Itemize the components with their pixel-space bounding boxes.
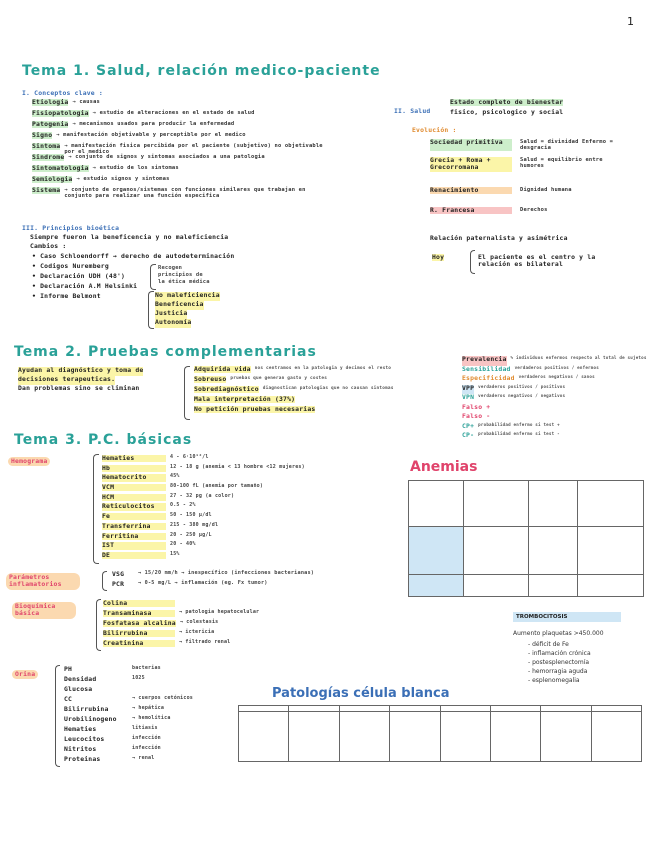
concepto-row [32, 121, 363, 132]
bioquimica-row-value: → ictericia [179, 629, 215, 635]
concepto-row-value: → mecanismos usados para producir la enfermedad [72, 121, 235, 127]
tema2-tests [194, 366, 394, 416]
hemograma-row-term: Hematies [102, 455, 166, 462]
concepto-row-term: Signo [32, 131, 53, 139]
tema2-test-row [194, 406, 394, 416]
orina-row-value: → cuerpos cetónicos [132, 695, 193, 701]
patologias-table [238, 705, 642, 762]
concepto-row-term: Sindrome [32, 153, 65, 161]
orina-label: Orina [12, 670, 38, 679]
patologias-title: Patologías célula blanca [272, 686, 450, 701]
tema2-stat-row [462, 432, 647, 442]
concepto-row-term: Etiologia [32, 98, 69, 106]
bioquimica-row-term: Fosfatasa alcalina [103, 619, 176, 627]
bioquimica-row-term: Transaminasa [103, 610, 175, 617]
hemograma-row-value: 45% [170, 473, 180, 480]
evolucion-def: Salud = equilibrio entre humores [520, 157, 603, 170]
hemograma-row-term: Hematocrito [102, 474, 166, 481]
trombocitosis-item: - déficit de Fe [528, 641, 569, 648]
evolucion-def: Dignidad humana [520, 187, 572, 193]
inflamatorio-row-term: PCR [112, 580, 125, 588]
orina-row-value: infección [132, 735, 161, 741]
hoy-brace [470, 250, 475, 274]
orina-row-value: 1025 [132, 675, 145, 681]
principios-heading: III. Principios bioética [22, 224, 120, 232]
hemograma-row-term: Transferrina [102, 523, 166, 530]
concepto-row-value: → causas [72, 99, 101, 105]
bioquimica-row-value: → patologia hepatocelular [179, 609, 260, 615]
tema2-intro-line: Dan problemas sino se climinan [18, 384, 140, 392]
tema2-test-row-value: pruebas que generan gasto y costes [230, 376, 328, 381]
hoy-label: Hoy [432, 253, 445, 261]
concepto-row [32, 176, 363, 187]
concepto-row-term: Sintoma [32, 142, 61, 150]
tema2-stat-term: CP- [462, 431, 475, 439]
orina-row-term: Proteinas [64, 755, 101, 763]
bioquimica-row-term: Bilirrubina [103, 630, 175, 637]
recogen-text [158, 265, 210, 286]
tema2-stat-def: verdaderos negativos / sanos [518, 374, 595, 379]
tema2-title: Tema 2. Pruebas complementarias [14, 344, 317, 360]
orina-row-term: Urobilinogeno [64, 715, 117, 723]
tema2-intro-line: decisiones terapeuticas. [18, 375, 116, 383]
orina-row-term: Densidad [64, 675, 97, 683]
conceptos-list [32, 99, 363, 198]
concepto-row [32, 132, 363, 143]
evolucion-def: Derechos [520, 207, 548, 213]
principio-item: • Declaración UDH (48') [32, 272, 126, 280]
conceptos-heading: I. Conceptos clave : [22, 89, 103, 97]
concepto-row-value: → estudio de los sintomas [92, 165, 179, 171]
recogen-line: Recogen [158, 265, 183, 271]
inflamatorio-row-term: VSG [112, 570, 125, 578]
trombocitosis-list [528, 641, 591, 686]
orina-row-value: → hepática [132, 705, 165, 711]
hemograma-row-value: 215 - 380 mg/dl [170, 521, 219, 528]
principio-item: • Declaración A.M Helsinki [32, 282, 138, 290]
hemograma-brace [93, 454, 99, 564]
tema2-test-row-term: Mala interpretación (37%) [194, 395, 296, 403]
belmont-item: Autonomía [155, 318, 192, 326]
tema2-test-row-term: Adquirida vida [194, 365, 251, 373]
orina-row-term: Glucosa [64, 685, 93, 693]
tema2-stat-term: CP+ [462, 421, 475, 430]
tema2-intro [18, 367, 143, 394]
trombocitosis-title: TROMBOCITOSIS [516, 614, 568, 620]
principios-intro: Siempre fueron la beneficencia y no maleficiencia [30, 233, 229, 241]
tema2-test-row-value: diagnostican patologias que no causan sintomas [262, 386, 394, 391]
hemograma-row-term: Reticulocitos [102, 503, 166, 510]
bioquimica-row [103, 640, 259, 650]
hemograma-row-term: Fe [102, 513, 166, 520]
tema1-title: Tema 1. Salud, relación medico-paciente [22, 63, 381, 79]
tema2-stat-def: % individuos enfermos respecto al total de sujetos [510, 355, 647, 360]
tema2-stat-def: probabilidad enfermo si test - [478, 431, 560, 436]
hemograma-row-value: 20 - 40% [170, 541, 196, 548]
inflamatorio-row-value: → 15/20 mm/h → inespecífico (infecciones bacterianas) [138, 570, 315, 576]
tema2-stats [462, 356, 647, 442]
concepto-row-value: → estudio signos y sintomas [76, 176, 170, 182]
bioquimica-row-term: Colina [103, 600, 175, 607]
bioquimica-brace [96, 599, 101, 651]
hemograma-row-value: 0.5 - 2% [170, 502, 196, 509]
concepto-row-value: → manifestación objetivable y perceptible por el medico [56, 132, 246, 138]
evolucion-row [430, 187, 630, 194]
concepto-row-value: → manifestación fisica percibida por el paciente (subjetivo) no objetivable por el medico [64, 143, 323, 156]
orina-row-term: Leucocitos [64, 735, 105, 743]
hemograma-row-term: DE [102, 552, 166, 559]
tema2-test-row-term: Sobreuso [194, 375, 227, 383]
hemograma-row-term: Hb [102, 465, 166, 472]
hemograma-row-term: VCM [102, 484, 166, 491]
inflamatorios-list [112, 571, 314, 591]
tema2-intro-line: Ayudan al diagnóstico y toma de [18, 366, 144, 374]
bioquimica-row-term: Creatinina [103, 640, 175, 647]
hemograma-row [102, 552, 305, 562]
concepto-row [32, 110, 363, 121]
tests-brace [184, 366, 190, 420]
evolucion-row [430, 139, 630, 151]
tema2-stat-term: VPP [462, 385, 474, 395]
concepto-row [32, 165, 363, 176]
tema2-test-row-term: Sobrediagnóstico [194, 385, 259, 393]
trombocitosis-intro: Aumento plaquetas >450.000 [513, 630, 604, 637]
concepto-row-value: → conjunto de signos y sintomas asociados a una patologia [68, 154, 265, 160]
concepto-row [32, 187, 363, 198]
evolucion-def: Salud = divinidad Enfermo = desgracia [520, 139, 614, 152]
evolucion-era: R. Francesa [430, 207, 512, 214]
salud-heading: II. Salud [394, 107, 431, 115]
hemograma-row [102, 542, 305, 552]
orina-row-term: CC [64, 695, 73, 703]
tema2-stat-term: VPN [462, 393, 475, 401]
tema2-stat-term: Sensibilidad [462, 364, 511, 373]
hemograma-row-value: 15% [170, 550, 180, 557]
hemograma-row-value: 80-100 fL (anemia por tamaño) [170, 483, 264, 490]
bioquimica-row-value: → colestasis [179, 619, 219, 625]
hemograma-row [102, 533, 305, 543]
concepto-row [32, 143, 363, 154]
trombocitosis-item: - inflamación crónica [528, 650, 591, 657]
belmont-item: No maleficiencia [155, 291, 220, 299]
evolucion-era: Grecia + Roma + Grecorromana [430, 157, 512, 172]
orina-row-value: infección [132, 745, 161, 751]
concepto-row-value: → conjunto de organos/sistemas con funciones similares que trabajan en conjunto para realizar una función especifica [64, 187, 306, 200]
evolucion-row [430, 207, 630, 214]
principio-item: • Caso Schloendorff → derecho de autodeterminación [32, 252, 235, 260]
tema2-stat-def: verdaderos positivos / enfermos [514, 364, 599, 370]
orina-row [64, 756, 193, 766]
belmont-list [155, 292, 220, 328]
bioquimica-row-value: → filtrado renal [179, 639, 231, 645]
tema3-title: Tema 3. P.C. básicas [14, 432, 193, 448]
bioquimica-label: Bioquímica básica [12, 602, 76, 619]
tema2-stat-def: verdaderos positivos / positivos [478, 383, 566, 389]
orina-row-value: → renal [132, 755, 155, 761]
hemograma-list [102, 455, 305, 562]
inflamatorios-label: Parámetros inflamatorios [6, 573, 80, 590]
hemograma-row-term: HCM [102, 494, 166, 501]
evolucion-era: Sociedad primitiva [430, 139, 512, 151]
evolucion-era: Renacimiento [430, 187, 512, 194]
tema2-stat-term: Falso + [462, 402, 491, 411]
tema2-stat-term: Especificidad [462, 374, 515, 382]
trombocitosis-item: - hemorragia aguda [528, 668, 588, 675]
orina-row-term: Nitritos [64, 745, 97, 753]
relacion-text: Relación paternalista y asimétrica [430, 234, 568, 242]
trombocitosis-item: - postesplenectomía [528, 659, 590, 666]
concepto-row-term: Patogenia [32, 120, 69, 128]
recogen-line: principios de [158, 272, 203, 278]
tema2-stat-def: verdaderos negativos / negativos [478, 393, 566, 398]
hoy-text: El paciente es el centro y la relación es bilateral [478, 253, 596, 269]
hemograma-row-term: Ferritina [102, 533, 166, 540]
orina-row-term: PH [64, 665, 73, 673]
recogen-brace [150, 264, 156, 290]
belmont-item: Justicia [155, 309, 188, 317]
principio-item: • Codigos Nuremberg [32, 262, 109, 270]
inflamatorios-brace [102, 571, 107, 591]
orina-row-term: Bilirrubina [64, 705, 109, 713]
concepto-row-value: → estudio de alteraciones en el estado de salud [92, 110, 255, 116]
orina-row-value: bacterias [132, 665, 161, 671]
inflamatorio-row-value: → 0-5 mg/L → inflamación (eg. Fx tumor) [138, 580, 268, 586]
hemograma-row-value: 50 - 150 µ/dl [170, 512, 212, 519]
orina-row-term: Hematies [64, 725, 97, 733]
orina-row-value: litiasis [132, 725, 158, 731]
inflamatorio-row [112, 581, 314, 591]
hemograma-label: Hemograma [8, 457, 50, 466]
tema2-stat-term: Falso - [462, 412, 491, 420]
trombocitosis-item: - esplenomegalia [528, 677, 580, 684]
evolucion-row [430, 157, 630, 172]
concepto-row-term: Fisiopatologia [32, 109, 89, 117]
concepto-row-term: Sintomatologia [32, 164, 89, 172]
hemograma-row-value: 20 - 250 µg/L [170, 531, 212, 538]
orina-list [64, 666, 193, 766]
hemograma-row-value: 27 - 32 pg (a color) [170, 492, 235, 499]
principio-item: • Informe Belmont [32, 292, 101, 300]
hemograma-row-term: IST [102, 542, 166, 549]
recogen-line: la ética médica [158, 279, 210, 285]
hemograma-row-value: 12 - 18 g (anemia < 13 hombre <12 mujeres) [170, 463, 305, 470]
concepto-row-term: Sistema [32, 186, 61, 194]
tema2-stat-term: Prevalencia [462, 356, 507, 366]
tema2-test-row-value: nos centramos en la patologia y decimos el resto [254, 366, 392, 371]
evolucion-label: Evolución : [412, 126, 457, 134]
salud-def-1: Estado completo de bienestar [450, 98, 564, 106]
belmont-brace [148, 291, 154, 329]
tema2-stat-def: probabilidad enfermo si test + [478, 421, 560, 427]
salud-def-2: fisico, psicologico y social [450, 108, 564, 116]
concepto-row-term: Semiologia [32, 175, 73, 183]
anemias-title: Anemias [410, 459, 478, 475]
belmont-item: Beneficencia [155, 300, 204, 308]
principios-cambios: Cambios : [30, 242, 67, 250]
tema2-test-row-term: No petición pruebas necesarias [194, 405, 316, 413]
page-number: 1 [627, 15, 634, 28]
bioquimica-list [103, 600, 259, 650]
hemograma-row-value: 4 - 6·10¹²/l [170, 454, 209, 460]
orina-brace [55, 665, 60, 767]
anemias-table [408, 480, 644, 597]
orina-row-value: → hemolítica [132, 715, 171, 721]
